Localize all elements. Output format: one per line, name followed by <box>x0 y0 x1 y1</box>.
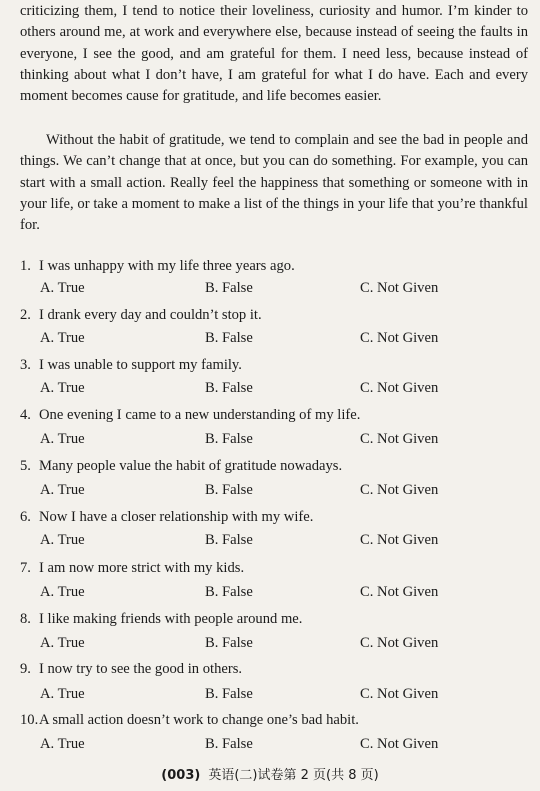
question-text: I was unable to support my family. <box>39 357 242 373</box>
question-9 <box>20 660 530 678</box>
option-true[interactable]: A. True <box>40 686 85 702</box>
question-number: 4. <box>20 407 31 423</box>
question-number: 3. <box>20 357 31 373</box>
option-false[interactable]: B. False <box>205 532 253 548</box>
question-3 <box>20 356 530 374</box>
question-10-options <box>20 735 540 753</box>
question-2 <box>20 306 530 324</box>
question-9-options <box>20 685 540 703</box>
passage-paragraph-1: criticizing them, I tend to notice their loveliness, curiosity and humor. I’m kinder to others around me, at work and everywhere else, because instead of seeing the faults in everyone, I see the good, and am grateful for them. I need less, because instead of thinking about what I don’t have, I am grateful for what I do have. Each and every moment becomes cause for gratitude, and life becomes easier. <box>20 3 528 105</box>
option-true[interactable]: A. True <box>40 635 85 651</box>
question-text: I am now more strict with my kids. <box>39 560 245 576</box>
question-10 <box>20 711 530 729</box>
option-false[interactable]: B. False <box>205 280 253 296</box>
question-text: I drank every day and couldn’t stop it. <box>39 307 262 323</box>
question-text: I now try to see the good in others. <box>39 661 243 677</box>
question-number: 6. <box>20 509 31 525</box>
option-true[interactable]: A. True <box>40 736 85 752</box>
question-5 <box>20 457 530 475</box>
paper-code: (003) <box>161 768 201 783</box>
question-4-options <box>20 430 540 448</box>
option-true[interactable]: A. True <box>40 380 85 396</box>
question-3-options <box>20 379 540 397</box>
option-not-given[interactable]: C. Not Given <box>360 532 439 548</box>
option-true[interactable]: A. True <box>40 431 85 447</box>
question-4 <box>20 406 530 424</box>
option-true[interactable]: A. True <box>40 482 85 498</box>
question-number: 8. <box>20 611 31 627</box>
question-1 <box>20 257 530 275</box>
question-number: 1. <box>20 258 31 274</box>
option-true[interactable]: A. True <box>40 280 85 296</box>
question-number: 9. <box>20 661 31 677</box>
option-false[interactable]: B. False <box>205 431 253 447</box>
question-7-options <box>20 583 540 601</box>
question-text: One evening I came to a new understanding of my life. <box>39 407 361 423</box>
option-false[interactable]: B. False <box>205 482 253 498</box>
option-false[interactable]: B. False <box>205 736 253 752</box>
question-5-options <box>20 481 540 499</box>
passage-paragraph-2: Without the habit of gratitude, we tend to complain and see the bad in people and things. We can’t change that at once, but you can do something. For example, you can start with a small action. Really feel the happiness that something or someone with in your life, or take a moment to make a list of the things in your life that you’re thankful for. <box>20 132 528 234</box>
option-not-given[interactable]: C. Not Given <box>360 380 439 396</box>
question-number: 10. <box>20 712 39 728</box>
option-false[interactable]: B. False <box>205 584 253 600</box>
option-not-given[interactable]: C. Not Given <box>360 635 439 651</box>
option-not-given[interactable]: C. Not Given <box>360 686 439 702</box>
question-text: A small action doesn’t work to change one’s bad habit. <box>39 712 359 728</box>
page-number-text: 英语(二)试卷第 2 页(共 8 页) <box>208 768 379 783</box>
question-number: 5. <box>20 458 31 474</box>
option-not-given[interactable]: C. Not Given <box>360 482 439 498</box>
question-number: 7. <box>20 560 31 576</box>
option-true[interactable]: A. True <box>40 330 85 346</box>
option-not-given[interactable]: C. Not Given <box>360 431 439 447</box>
question-text: Many people value the habit of gratitude nowadays. <box>39 458 343 474</box>
option-not-given[interactable]: C. Not Given <box>360 330 439 346</box>
question-7 <box>20 559 530 577</box>
question-number: 2. <box>20 307 31 323</box>
option-false[interactable]: B. False <box>205 380 253 396</box>
option-not-given[interactable]: C. Not Given <box>360 280 439 296</box>
option-false[interactable]: B. False <box>205 686 253 702</box>
question-8-options <box>20 634 540 652</box>
question-8 <box>20 610 530 628</box>
page-footer <box>0 768 540 784</box>
option-false[interactable]: B. False <box>205 330 253 346</box>
option-not-given[interactable]: C. Not Given <box>360 584 439 600</box>
question-6 <box>20 508 530 526</box>
question-1-options <box>20 279 540 297</box>
option-false[interactable]: B. False <box>205 635 253 651</box>
question-text: I was unhappy with my life three years ago. <box>39 258 295 274</box>
question-text: I like making friends with people around me. <box>39 611 303 627</box>
question-text: Now I have a closer relationship with my wife. <box>39 509 314 525</box>
question-6-options <box>20 531 540 549</box>
question-2-options <box>20 329 540 347</box>
option-true[interactable]: A. True <box>40 584 85 600</box>
option-not-given[interactable]: C. Not Given <box>360 736 439 752</box>
option-true[interactable]: A. True <box>40 532 85 548</box>
